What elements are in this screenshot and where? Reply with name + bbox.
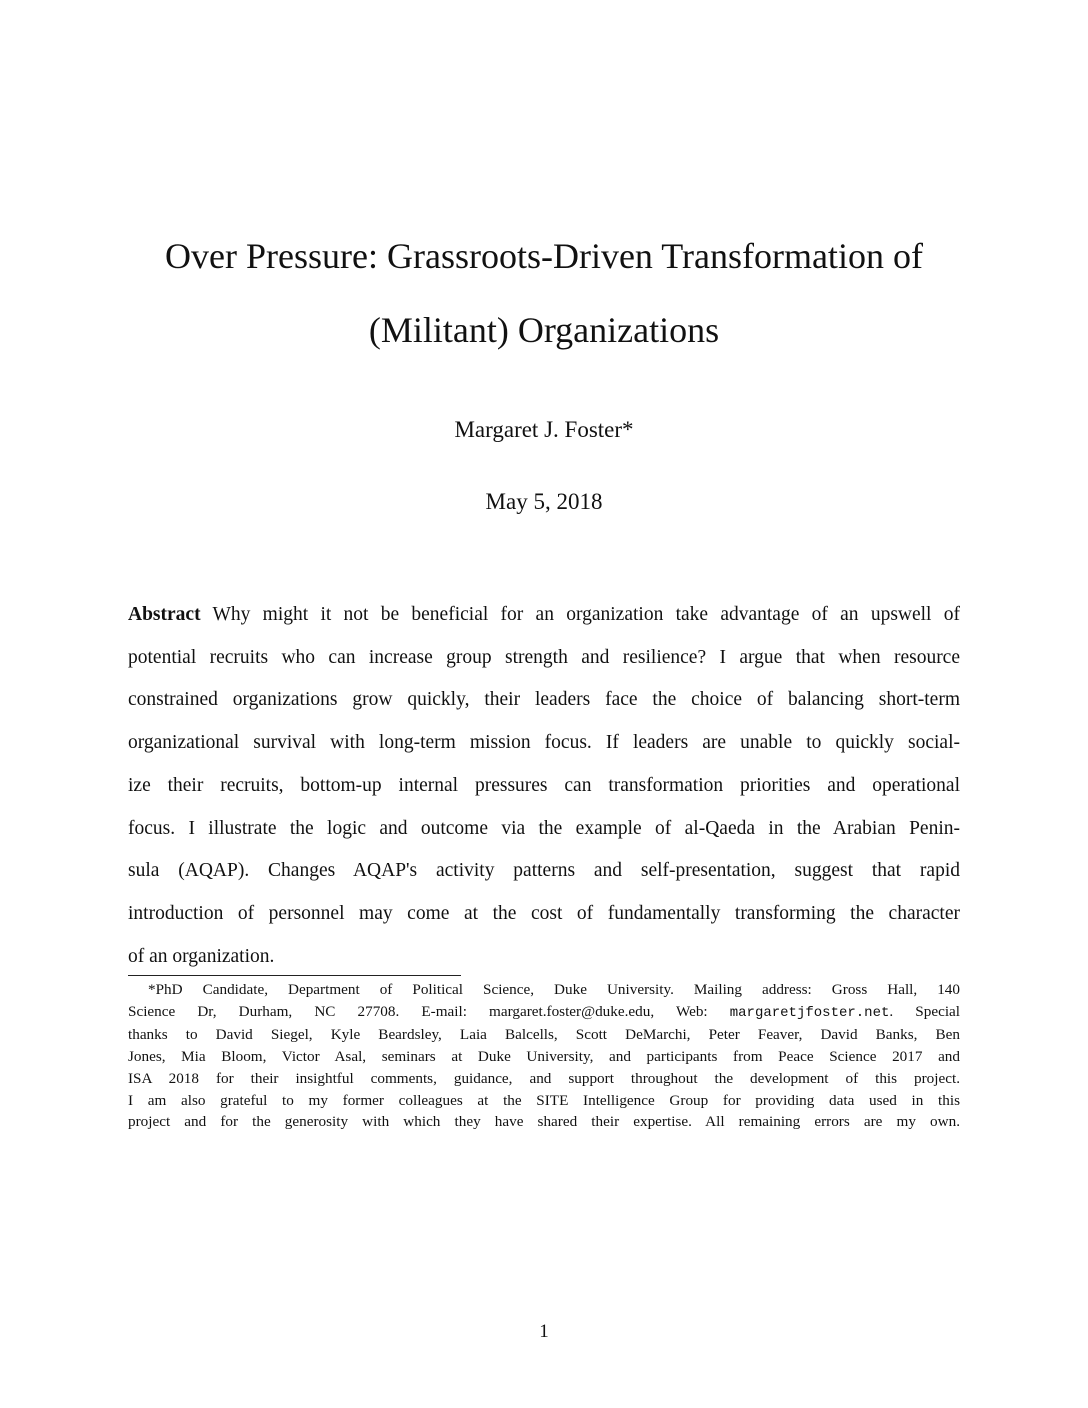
abstract-line: introduction of personnel may come at the cost of fundamentally transforming the character — [128, 902, 960, 924]
website-link[interactable]: margaretjfoster.net — [729, 1004, 890, 1021]
abstract — [128, 594, 960, 978]
abstract-label: Abstract — [128, 604, 201, 625]
publication-date: May 5, 2018 — [485, 489, 603, 514]
abstract-line: organizational survival with long-term mission focus. If leaders are unable to quickly social- — [128, 732, 960, 754]
footnote-line: Jones, Mia Bloom, Victor Asal, seminars at Duke University, and participants from Peace Science 2017 and — [128, 1048, 960, 1066]
abstract-line: potential recruits who can increase group strength and resilience? I argue that when resource — [128, 646, 960, 668]
footnote-line: *PhD Candidate, Department of Political Science, Duke University. Mailing address: Gross Hall, 140 — [148, 981, 960, 998]
footnote-line: ISA 2018 for their insightful comments, guidance, and support throughout the development of this project. — [128, 1069, 960, 1087]
footnote-line: thanks to David Siegel, Kyle Beardsley, Laia Balcells, Scott DeMarchi, Peter Feaver, David Banks, Ben — [128, 1026, 960, 1044]
footnote-marker: * — [148, 981, 156, 998]
footnote-line: project and for the generosity with which they have shared their expertise. All remaining errors are my own. — [128, 1113, 960, 1131]
title-line-1: Over Pressure: Grassroots-Driven Transformation of — [165, 236, 923, 276]
title-line-2: (Militant) Organizations — [368, 310, 720, 350]
page-number: 1 — [539, 1321, 549, 1342]
footnote-line: Science Dr, Durham, NC 27708. E-mail: margaret.foster@duke.edu, Web: margaretjfoster.net. Special — [128, 1002, 960, 1021]
abstract-line: constrained organizations grow quickly, their leaders face the choice of balancing short-term — [128, 689, 960, 711]
abstract-line: of an organization. — [128, 945, 275, 967]
footnote-rule — [128, 975, 461, 976]
abstract-line: sula (AQAP). Changes AQAP's activity patterns and self-presentation, suggest that rapid — [128, 860, 960, 882]
abstract-line: Abstract Why might it not be beneficial for an organization take advantage of an upswell of — [128, 604, 960, 625]
abstract-line: focus. I illustrate the logic and outcome via the example of al-Qaeda in the Arabian Penin- — [128, 817, 960, 839]
footnote-line: I am also grateful to my former colleagues at the SITE Intelligence Group for providing data used in this — [128, 1091, 960, 1109]
author-name: Margaret J. Foster* — [454, 417, 634, 442]
footnote — [128, 979, 960, 1133]
abstract-line: ize their recruits, bottom-up internal pressures can transformation priorities and operational — [128, 774, 960, 796]
